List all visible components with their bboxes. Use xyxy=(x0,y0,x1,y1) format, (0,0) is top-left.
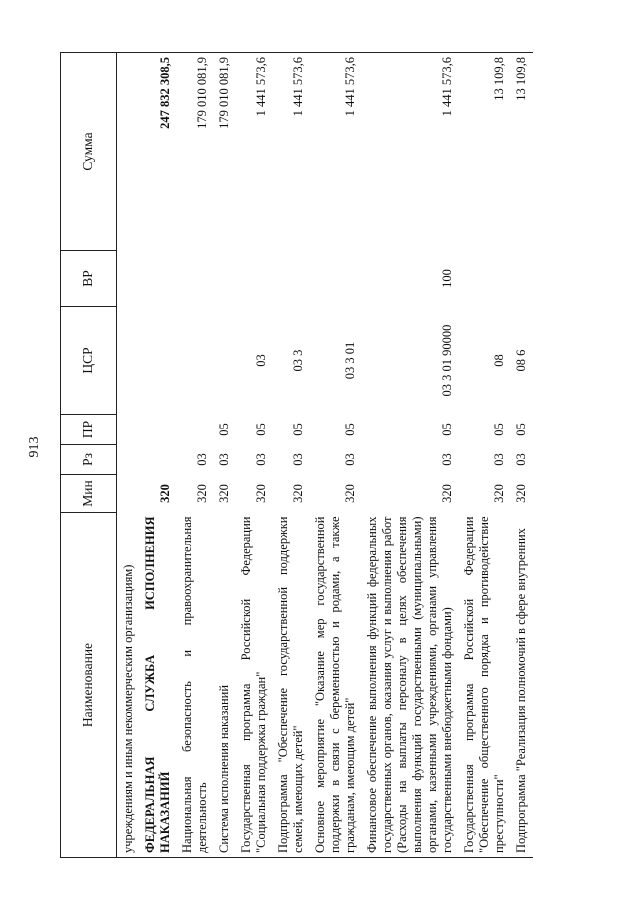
row-pr: 05 xyxy=(514,423,528,436)
row-min: 320 xyxy=(514,484,528,503)
row-csr xyxy=(117,307,141,415)
header-rz: Рз xyxy=(61,445,117,475)
row-vr xyxy=(140,251,177,307)
budget-table xyxy=(60,52,533,858)
row-rz: 03 xyxy=(291,453,305,466)
row-sum: 1 441 573,6 xyxy=(273,53,310,251)
row-vr xyxy=(310,251,362,307)
row-rz: 03 xyxy=(217,453,231,466)
row-name: Государственная программа Российской Федерации "Обеспечение общественного порядка и противодействие преступности" xyxy=(459,513,511,858)
row-pr: 05 xyxy=(440,423,454,436)
row-min: 320 xyxy=(195,484,209,503)
row-name: Подпрограмма "Обеспечение государственной поддержки семей, имеющих детей" xyxy=(273,513,310,858)
row-name: Основное мероприятие "Оказание мер государственной поддержки в связи с беременностью и родами, а также гражданам, имеющим детей" xyxy=(310,513,362,858)
row-min: 320 xyxy=(254,484,268,503)
table-header-row xyxy=(61,53,117,858)
row-pr: 05 xyxy=(343,423,357,436)
row-min: 320 xyxy=(440,484,454,503)
row-rz: 03 xyxy=(195,453,209,466)
row-vr xyxy=(117,251,141,307)
row-vr xyxy=(236,251,273,307)
row-rz: 03 xyxy=(514,453,528,466)
row-rz: 03 xyxy=(492,453,506,466)
row-vr: 100 xyxy=(440,269,454,288)
row-csr: 03 3 01 90000 xyxy=(440,324,454,397)
row-sum: 1 441 573,6 xyxy=(310,53,362,251)
row-sum: 13 109,8 xyxy=(511,53,533,251)
row-sum: 1 441 573,6 xyxy=(236,53,273,251)
row-min: 320 xyxy=(291,484,305,503)
row-pr xyxy=(140,415,177,445)
row-csr: 03 3 01 xyxy=(343,341,357,380)
row-pr: 05 xyxy=(492,423,506,436)
header-min: Мин xyxy=(61,475,117,513)
row-pr: 05 xyxy=(291,423,305,436)
table-row xyxy=(140,53,177,858)
header-sum: Сумма xyxy=(61,53,117,251)
row-sum: 1 441 573,6 xyxy=(362,53,459,251)
row-name: Подпрограмма "Реализация полномочий в сфере внутренних xyxy=(511,513,533,858)
header-csr: ЦСР xyxy=(61,307,117,415)
row-sum: 247 832 308,5 xyxy=(140,53,177,251)
row-min: 320 xyxy=(492,484,506,503)
rotated-table-container xyxy=(60,53,592,858)
row-csr xyxy=(140,307,177,415)
row-sum: 179 010 081,9 xyxy=(214,53,236,251)
row-vr xyxy=(177,251,214,307)
row-sum: 13 109,8 xyxy=(459,53,511,251)
row-vr xyxy=(511,251,533,307)
table-row xyxy=(362,53,459,858)
row-rz xyxy=(140,445,177,475)
row-min: 320 xyxy=(217,484,231,503)
row-sum: 179 010 081,9 xyxy=(177,53,214,251)
row-vr xyxy=(459,251,511,307)
row-csr xyxy=(214,307,236,415)
row-name: Государственная программа Российской Федерации "Социальная поддержка граждан" xyxy=(236,513,273,858)
table-row xyxy=(511,53,533,858)
row-name: Национальная безопасность и правоохранительная деятельность xyxy=(177,513,214,858)
row-sum xyxy=(117,53,141,251)
table-row xyxy=(236,53,273,858)
row-pr: 05 xyxy=(217,423,231,436)
table-row xyxy=(273,53,310,858)
table-row xyxy=(459,53,511,858)
row-pr: 05 xyxy=(254,423,268,436)
row-name: Финансовое обеспечение выполнения функций федеральных государственных органов, оказания услуг и выполнения работ (Расходы на выплаты персоналу в целях обеспечения выполнения функций государственными (муниципальными) органами, казенными учреждениями, органами управления государственными внебюджетными фондами) xyxy=(362,513,459,858)
page-number: 913 xyxy=(27,436,42,458)
table-row xyxy=(310,53,362,858)
table-row xyxy=(117,53,141,858)
header-name: Наименование xyxy=(61,513,117,858)
row-csr: 08 xyxy=(492,354,506,367)
row-rz xyxy=(117,445,141,475)
row-csr: 03 xyxy=(254,354,268,367)
row-name: учреждениям и иным некоммерческим организациям) xyxy=(117,513,141,858)
row-rz: 03 xyxy=(343,453,357,466)
header-pr: ПР xyxy=(61,415,117,445)
row-csr xyxy=(177,307,214,415)
row-min xyxy=(117,475,141,513)
row-pr xyxy=(117,415,141,445)
row-csr: 03 3 xyxy=(291,349,305,372)
table-row xyxy=(214,53,236,858)
row-name: Система исполнения наказаний xyxy=(214,513,236,858)
row-rz: 03 xyxy=(254,453,268,466)
row-csr: 08 6 xyxy=(514,349,528,372)
row-min: 320 xyxy=(158,484,172,503)
row-pr xyxy=(177,415,214,445)
row-vr xyxy=(214,251,236,307)
row-rz: 03 xyxy=(440,453,454,466)
row-min: 320 xyxy=(343,484,357,503)
header-vr: ВР xyxy=(61,251,117,307)
row-vr xyxy=(273,251,310,307)
row-name: ФЕДЕРАЛЬНАЯ СЛУЖБА ИСПОЛНЕНИЯ НАКАЗАНИЙ xyxy=(140,513,177,858)
table-row xyxy=(177,53,214,858)
